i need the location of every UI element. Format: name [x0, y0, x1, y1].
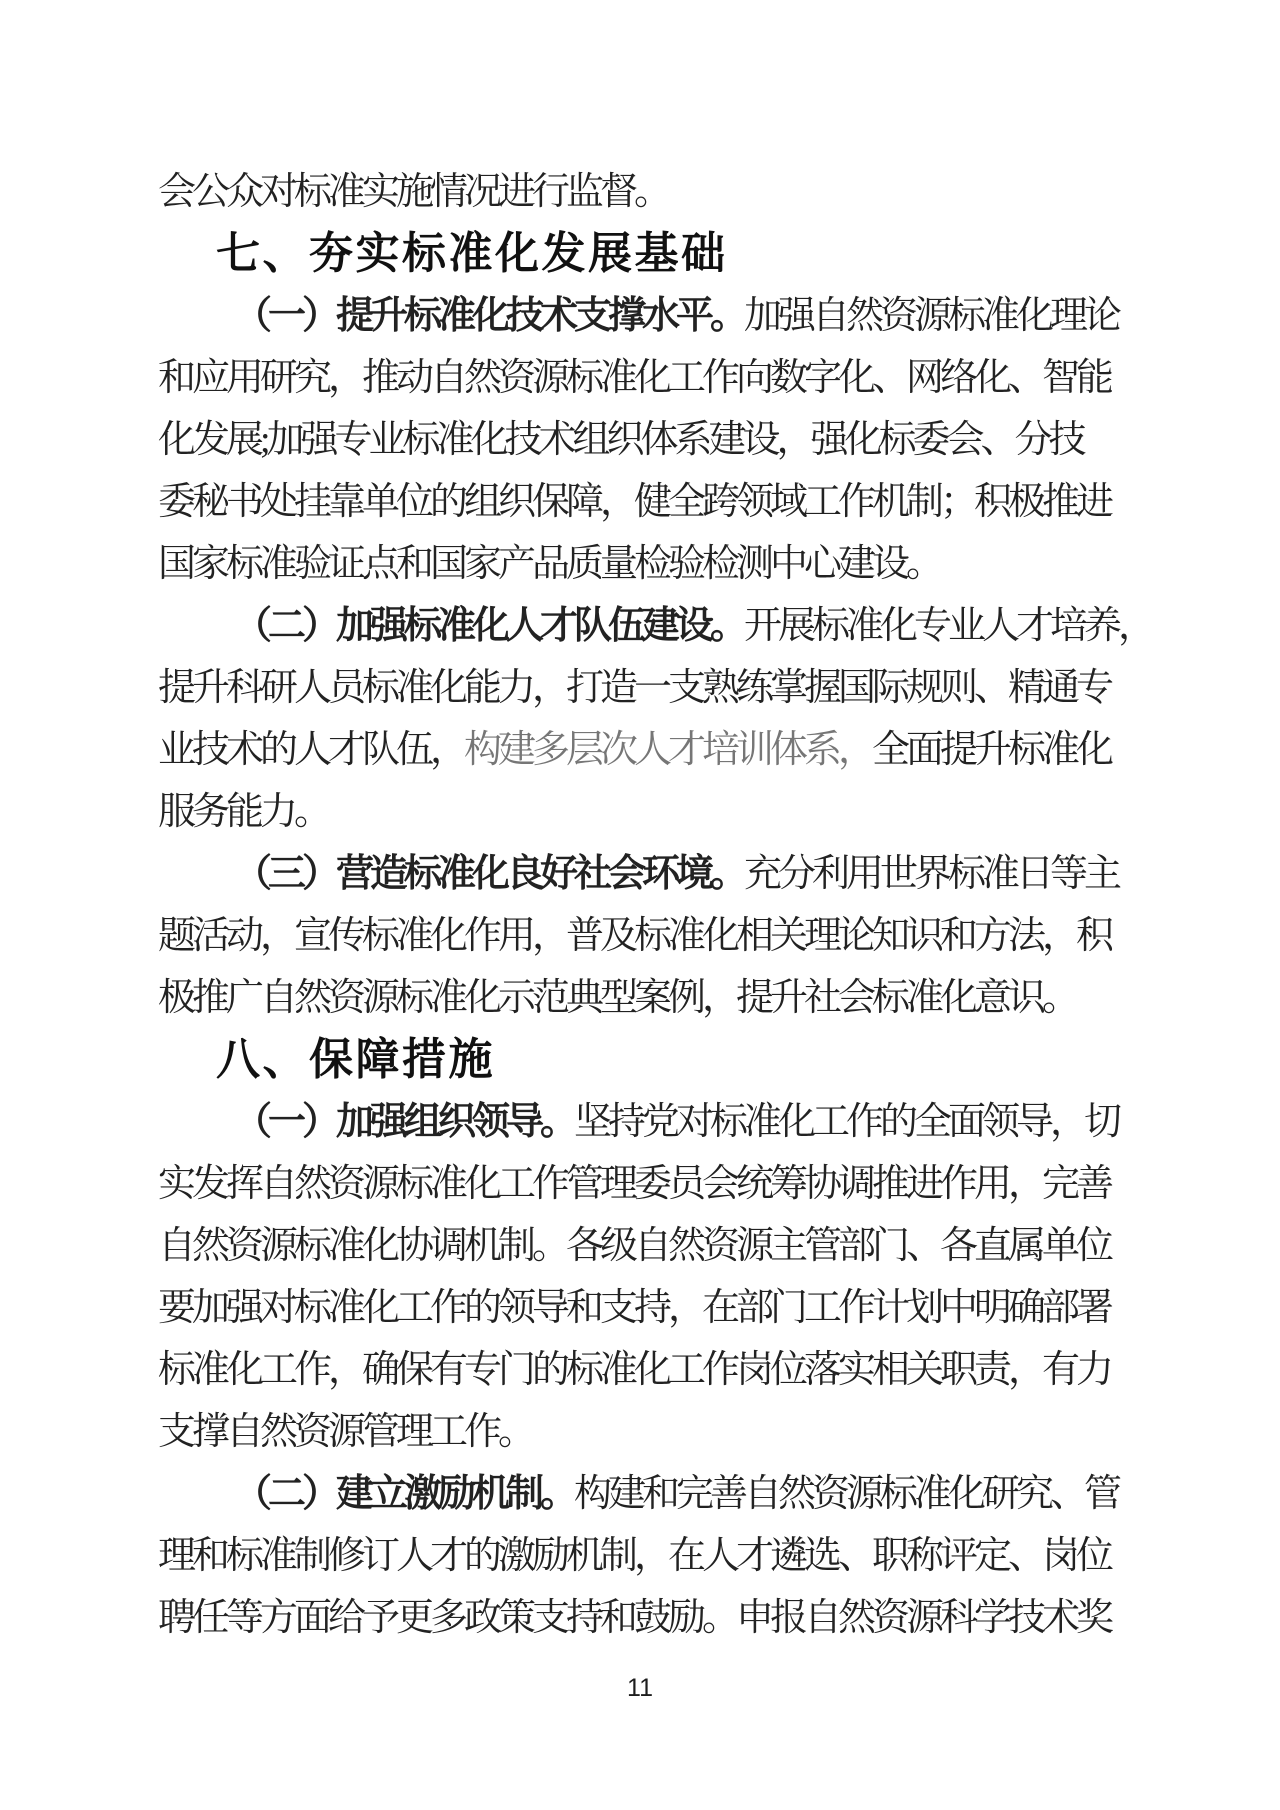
text-line: [158, 285, 1138, 347]
text-line: [158, 967, 1138, 1029]
text-segment: 理和标准制修订人才的激励机制，在人才遴选、职称评定、岗位: [158, 1535, 1111, 1577]
text-line: [158, 347, 1138, 409]
text-segment: 和应用研究，推动自然资源标准化工作向数字化、网络化、智能: [158, 357, 1111, 399]
text-segment: （二）建立激励机制。: [234, 1473, 575, 1515]
text-line: [158, 843, 1138, 905]
text-line: [158, 1153, 1138, 1215]
text-segment: 服务能力。: [158, 791, 329, 833]
text-line: [158, 1091, 1138, 1153]
text-segment: 七、夯实标准化发展基础: [216, 229, 728, 278]
text-segment: 提升科研人员标准化能力，打造一支熟练掌握国际规则、精通专: [158, 667, 1111, 709]
text-segment: 支撑自然资源管理工作。: [158, 1411, 533, 1453]
text-segment: 要加强对标准化工作的领导和支持，在部门工作计划中明确部署: [158, 1287, 1111, 1329]
document-body: [158, 161, 1153, 1649]
text-segment: 自然资源标准化协调机制。各级自然资源主管部门、各直属单位: [158, 1225, 1111, 1267]
text-segment: 会公众对标准实施情况进行监督。: [158, 171, 669, 213]
section-heading: [158, 1029, 1138, 1091]
text-line: [158, 1277, 1138, 1339]
text-line: [158, 161, 1138, 223]
text-line: [158, 719, 1138, 781]
text-segment: （二）加强标准化人才队伍建设。: [234, 605, 745, 647]
text-segment: 构建和完善自然资源标准化研究、管: [574, 1473, 1119, 1515]
section-heading: [158, 223, 1138, 285]
text-segment: 聘任等方面给予更多政策支持和鼓励。申报自然资源科学技术奖: [158, 1597, 1111, 1639]
text-segment: 标准化工作，确保有专门的标准化工作岗位落实相关职责，有力: [158, 1349, 1111, 1391]
text-segment: （一）提升标准化技术支撑水平。: [234, 295, 745, 337]
text-line: [158, 1525, 1138, 1587]
text-segment: 构建多层次人才培训体系，: [464, 729, 873, 771]
text-segment: 全面提升标准化: [872, 729, 1111, 771]
text-line: [158, 533, 1138, 595]
text-segment: 极推广自然资源标准化示范典型案例，提升社会标准化意识。: [158, 977, 1077, 1019]
text-segment: 委秘书处挂靠单位的组织保障，健全跨领域工作机制；积极推进: [158, 481, 1111, 523]
text-segment: 题活动，宣传标准化作用，普及标准化相关理论知识和方法，积: [158, 915, 1111, 957]
text-segment: （三）营造标准化良好社会环境。: [234, 853, 745, 895]
text-line: [158, 595, 1153, 657]
text-line: [158, 409, 1138, 471]
text-line: [158, 781, 1138, 843]
text-segment: 八、保障措施: [216, 1035, 495, 1084]
text-line: [158, 1587, 1138, 1649]
page-number: 11: [627, 1674, 653, 1702]
text-segment: （一）加强组织领导。: [234, 1101, 575, 1143]
text-line: [158, 1215, 1138, 1277]
text-segment: 国家标准验证点和国家产品质量检验检测中心建设。: [158, 543, 941, 585]
text-segment: 化发展;加强专业标准化技术组织体系建设，强化标委会、分技: [158, 419, 1083, 461]
text-segment: 业技术的人才队伍，: [158, 729, 465, 771]
text-line: [158, 1401, 1138, 1463]
text-line: [158, 657, 1138, 719]
text-line: [158, 1463, 1138, 1525]
text-segment: 实发挥自然资源标准化工作管理委员会统筹协调推进作用，完善: [158, 1163, 1111, 1205]
text-line: [158, 471, 1138, 533]
text-segment: 加强自然资源标准化理论: [744, 295, 1119, 337]
text-segment: 开展标准化专业人才培养，: [744, 605, 1153, 647]
text-line: [158, 905, 1138, 967]
text-segment: 坚持党对标准化工作的全面领导，切: [574, 1101, 1119, 1143]
text-line: [158, 1339, 1138, 1401]
text-segment: 充分利用世界标准日等主: [744, 853, 1119, 895]
